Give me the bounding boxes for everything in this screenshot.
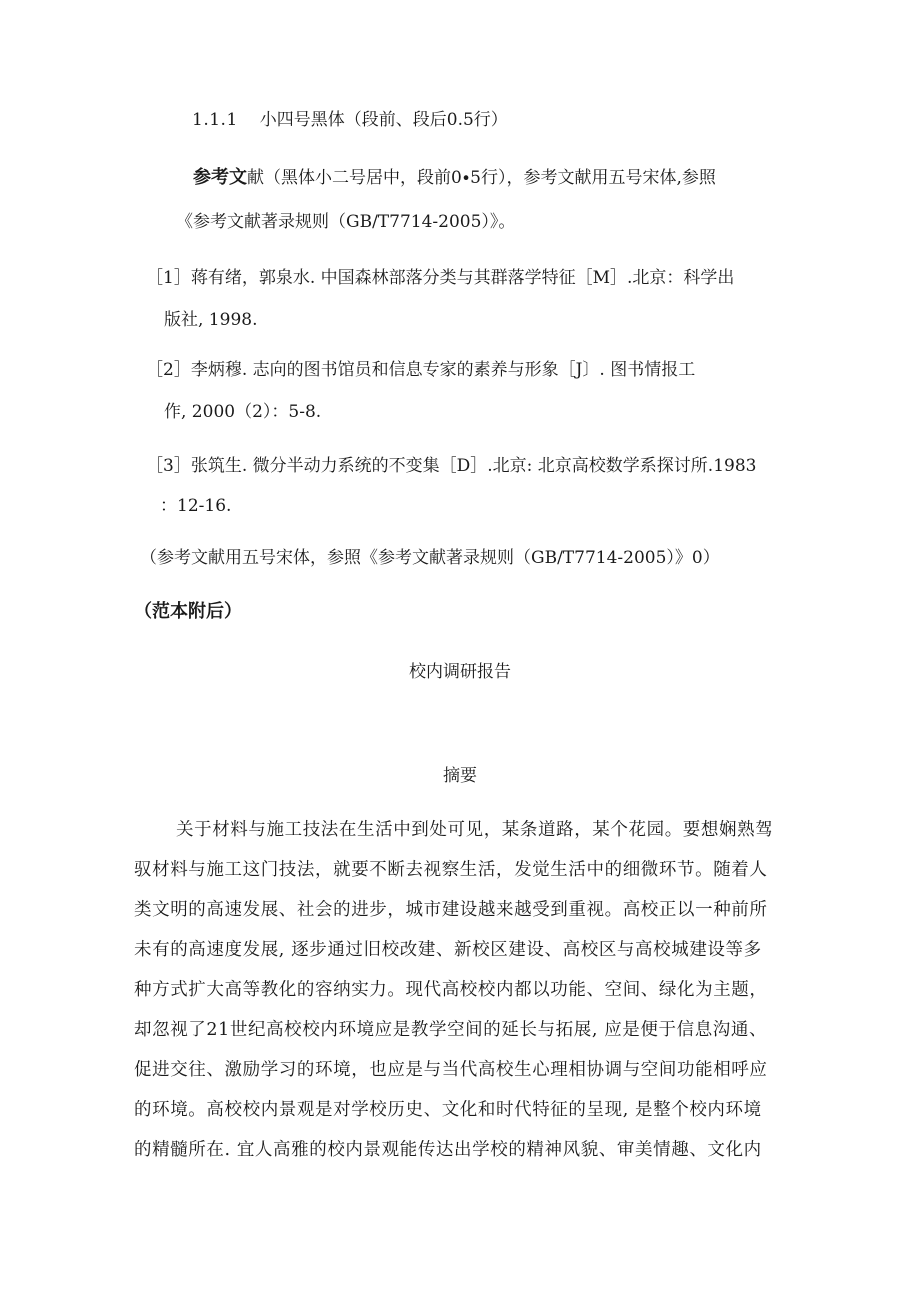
references-note-line2: 《参考文献著录规则（GB/T7714-2005）》。	[176, 212, 516, 232]
abstract-line: 的环境。高校校内景观是对学校历史、文化和时代特征的呈现, 是整个校内环境	[134, 1100, 762, 1120]
abstract-line: 种方式扩大高等教化的容纳实力。现代高校校内都以功能、空间、绿化为主题，	[134, 980, 768, 1000]
abstract-line: 驭材料与施工这门技法，就要不断去视察生活，发觉生活中的细微环节。随着人	[134, 860, 768, 880]
abstract-line: 促进交往、激励学习的环境，也应是与当代高校生心理相协调与空间功能相呼应	[134, 1060, 768, 1080]
reference-item-1-line2: 版社, 1998.	[164, 310, 258, 330]
report-title: 校内调研报告	[409, 662, 511, 682]
reference-item-2-line2: 作, 2000（2）：5-8.	[164, 402, 322, 422]
abstract-title: 摘要	[443, 766, 477, 786]
section-heading-text: 小四号黑体（段前、段后0.5行）	[259, 110, 508, 130]
reference-item-3-line1: ［3］张筑生. 微分半动力系统的不变集［D］.北京: 北京高校数学系探讨所.1983	[146, 456, 757, 476]
references-footer: （参考文献用五号宋体，参照《参考文献著录规则（GB/T7714-2005）》0）	[140, 548, 720, 568]
reference-item-3-line2: ：12-16.	[160, 496, 232, 516]
reference-item-2-line1: ［2］李炳穆. 志向的图书馆员和信息专家的素养与形象［J〕. 图书情报工	[146, 360, 696, 380]
abstract-line: 关于材料与施工技法在生活中到处可见，某条道路，某个花园。要想娴熟驾	[176, 820, 774, 840]
references-note-rest: 献（黑体小二号居中，段前0∙5行），参考文献用五号宋体,参照	[247, 168, 716, 188]
section-heading	[192, 108, 508, 132]
section-number: 1.1.1	[192, 110, 238, 130]
references-note-line1	[193, 166, 716, 190]
abstract-line: 的精髓所在. 宜人高雅的校内景观能传达出学校的精神风貌、审美情趣、文化内	[134, 1140, 762, 1160]
abstract-line: 未有的高速度发展, 逐步通过旧校改建、新校区建设、高校区与高校城建设等多	[134, 940, 762, 960]
references-note-bold: 参考文	[193, 167, 247, 188]
sample-note: （范本附后）	[134, 601, 242, 622]
reference-item-1-line1: ［1］蒋有绪，郭泉水. 中国森林部落分类与其群落学特征［M］.北京：科学出	[146, 268, 735, 288]
abstract-line: 类文明的高速发展、社会的进步，城市建设越来越受到重视。高校正以一种前所	[134, 900, 768, 920]
abstract-line: 却忽视了21世纪高校校内环境应是教学空间的延长与拓展, 应是便于信息沟通、	[134, 1020, 768, 1040]
